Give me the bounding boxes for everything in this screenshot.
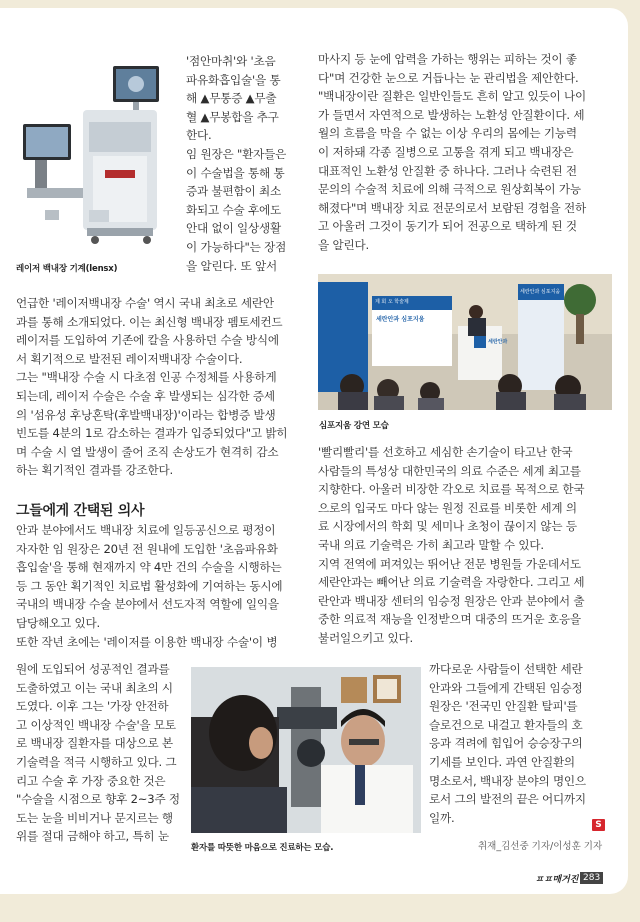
banner-left-top: 제 회 오 학술제 — [375, 299, 409, 305]
seminar-scene — [318, 274, 612, 410]
banner-left-title: 세란안과 심포지움 — [376, 316, 425, 323]
col2-bottom-right-text: 까다로운 사람들이 선택한 세란 안과와 그들에게 간택된 임승정 원장은 '전국민 안질환 탈피'를 슬로건으로 내걸고 환자들의 호 응과 격려에 힘입어 승승장구의 기세를 보인다. 과연 안질환의 명소로서, 백내장 분야의 명인으 로서 그의 발전의 끝은 어디까지 일까. — [429, 662, 586, 825]
footer-page-number: 283 — [580, 872, 603, 884]
eye-exam-caption: 환자를 따뜻한 마음으로 진료하는 모습. — [191, 843, 334, 853]
laser-machine-illustration — [15, 50, 177, 250]
col2-mid-text: '빨리빨리'를 선호하고 세심한 손기술이 타고난 한국 사람들의 특성상 대한민국의 의료 수준은 세계 최고를 지향한다. 아울러 비장한 각오로 치료를 목적으로 한국 으로의 입국도 마다 않는 원정 진료를 비롯한 세계 의 료 시장에서의 학회 및 세미나 초청이 끊이지 않는 등 국내 의료 기술력은 가히 최고라 말할 수 있다. 지역 전역에 퍼져있는 뛰어난 전문 병원들 가운데서도 세란안과는 빼어난 의료 기술력을 자랑한다. 그리고 세 란안과 백내장 센터의 임승정 원장은 안과 분야에서 출 중한 의료적 재능을 인정받으며 대중의 뜨거운 호응을 불러일으키고 있다. — [318, 445, 585, 645]
eye-exam-scene — [191, 667, 421, 833]
podium-logo: 세란안과 — [488, 339, 508, 345]
laser-machine-photo — [15, 50, 177, 250]
laser-machine-caption: 레이저 백내장 기계(lensx) — [16, 264, 118, 274]
col1-section-text: 안과 분야에서도 백내장 치료에 일등공신으로 평정이 자자한 임 원장은 20년 전 원내에 도입한 '초음파유화 흡입술'을 통해 현재까지 약 4만 건의 수술을 시행하는 등 그 동안 획기적인 치료법 활성화에 기여하는 동시에 국내의 백내장 수술 분야에서 선도자적 역할에 일익을 담당해오고 있다. 또한 작년 초에는 '레이저를 이용한 백내장 수술'이 병 — [16, 523, 283, 649]
footer-magazine: ㅍㅍ매거진 — [535, 875, 579, 885]
section-heading: 그들에게 간택된 의사 — [16, 503, 145, 519]
credit-line: 취재_김선중 기자/이성훈 기자 — [478, 841, 603, 852]
col1-top-right-text: '점안마취'와 '초음 파유화흡입술'을 통 해 ▲무통증 ▲무출 혈 ▲무봉합을 추구 한다. 임 원장은 "환자들은 이 수술법을 통해 통 증과 불편함이 최소 화되고 수술 후에도 안대 없이 일상생활 이 가능하다"는 장점 을 알린다. 또 앞서 — [186, 54, 287, 273]
end-mark: S — [592, 819, 605, 831]
seminar-photo — [318, 274, 612, 410]
col2-top-text: 마사지 등 눈에 압력을 가하는 행위는 피하는 것이 좋 다"며 건강한 눈으로 거듭나는 눈 관리법을 제안한다. "백내장이란 질환은 일반인들도 흔히 알고 있듯이 나이 가 들면서 자연적으로 발생하는 노환성 안질환이다. 세 월의 흐름을 막을 수 없는 이상 우리의 몸에는 기능력 이 저하돼 각종 질병으로 고통을 겪게 되고 백내장은 대표적인 노환성 안질환 중 하나다. 그러나 숙련된 전 문의의 수술적 치료에 의해 극적으로 원상회복이 가능 해졌다"며 백내장 치료 전문의로서 보람된 경험을 전하 고 아울러 그것이 동기가 되어 전공으로 택하게 된 것 을 알린다. — [318, 52, 587, 252]
col1-mid-text: 언급한 '레이저백내장 수술' 역시 국내 최초로 세란안 과를 통해 소개되었다. 이는 최신형 백내장 펨토세컨드 레이저를 도입하여 기존에 칼을 사용하던 수술 방식에 서 획기적으로 발전된 레이저백내장 수술이다. 그는 "백내장 수술 시 다초점 인공 수정체를 사용하게 되는데, 레이저 수술은 수술 후 발생되는 심각한 증세 의 '섬유성 후낭혼탁(후발백내장)'이라는 합병증 발생 빈도를 4분의 1로 감소하는 결과가 입증되었다"고 밝히 며 수술 시 열 발생이 줄어 조직 손상도가 현격히 감소 하는 획기적인 결과를 강조한다. — [16, 296, 288, 478]
seminar-caption: 심포지움 강연 모습 — [319, 421, 389, 431]
eye-exam-photo — [191, 667, 421, 833]
col1-bottom-text: 원에 도입되어 성공적인 결과를 도출하였고 이는 국내 최초의 시 도였다. 이후 그는 '가장 안전하 고 이상적인 백내장 수술'을 모토 로 백내장 질환자를 대상으로 본 기술력을 적극 시행하고 있다. 그 리고 수술 후 가장 중요한 것은 "수술을 시점으로 향후 2~3주 정 도는 눈을 비비거나 문지르는 행 위를 절대 금해야 하고, 특히 눈 — [16, 662, 180, 844]
banner-right-title: 세란안과 심포지움 — [520, 289, 561, 295]
